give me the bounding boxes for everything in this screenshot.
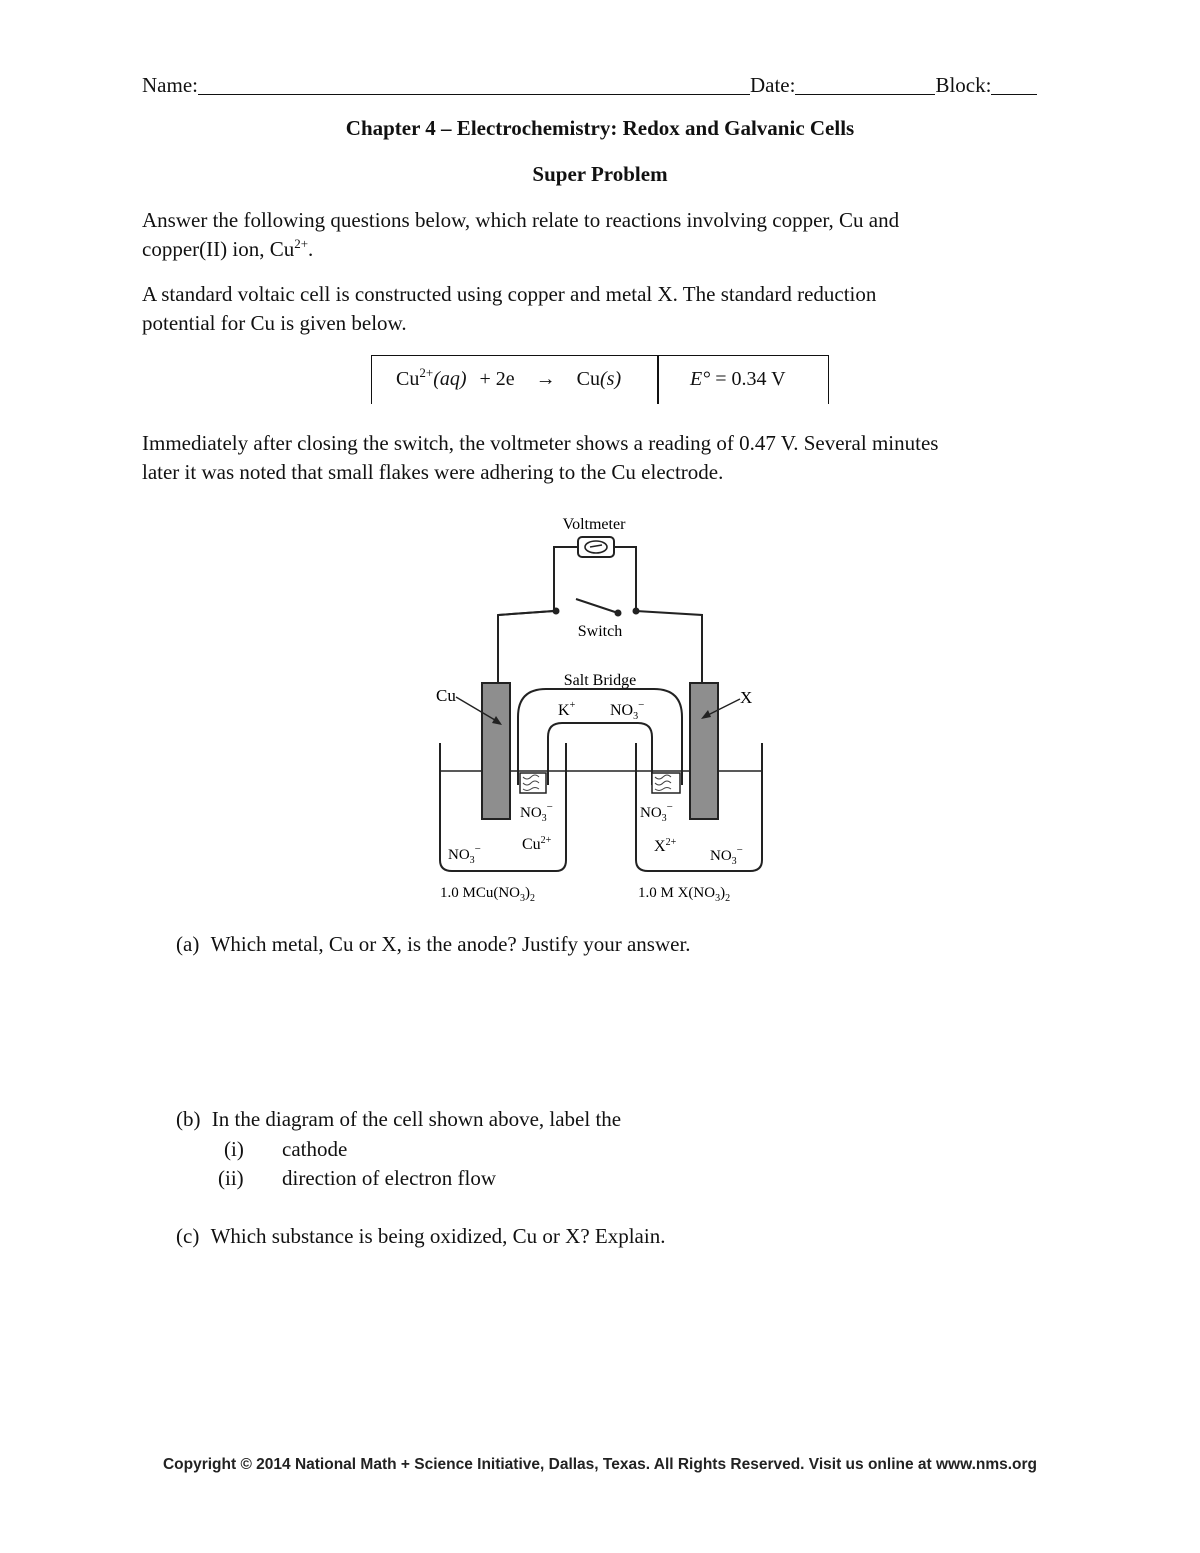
observation-paragraph xyxy=(142,429,938,487)
name-label: Name: xyxy=(142,73,198,97)
question-b-i-text: cathode xyxy=(282,1137,348,1161)
question-b-i xyxy=(224,1135,244,1164)
table-divider xyxy=(657,356,659,404)
bridge-potassium-label: K+ xyxy=(558,700,576,719)
question-b xyxy=(176,1105,621,1134)
question-c-label: (c) xyxy=(176,1224,200,1248)
reduction-equation-table xyxy=(371,355,829,404)
question-a-label: (a) xyxy=(176,932,200,956)
right-solution-label: 1.0 M $X(NO_3)_2$ xyxy=(638,885,731,904)
block-label: Block: xyxy=(935,73,992,97)
x-electrode-label: X xyxy=(740,688,753,707)
question-c-text: Which substance is being oxidized, Cu or X? Explain. xyxy=(210,1224,666,1248)
circuit-wire-left xyxy=(498,611,558,683)
right-ion-label: $X^{2+}$ xyxy=(654,837,677,855)
reaction-arrow-icon: → xyxy=(535,368,556,390)
question-b-label: (b) xyxy=(176,1107,201,1131)
date-label: Date: xyxy=(749,73,796,97)
page-title: Chapter 4 – Electrochemistry: Redox and Galvanic Cells xyxy=(345,116,855,140)
switch-label: Switch xyxy=(577,623,623,640)
name-field[interactable] xyxy=(198,74,750,95)
voltmeter-icon xyxy=(578,537,614,557)
left-ion-label: $Cu^{2+}$ xyxy=(522,835,552,853)
half-reaction: $Cu^{2+}(aq) + 2e \to Cu(s)$ xyxy=(396,365,622,390)
observation-line-1: Immediately after closing the switch, the voltmeter shows a reading of 0.47 V. Several minutes xyxy=(142,431,939,455)
left-solution-label: 1.0 $MCu(NO_3)_2$ xyxy=(440,885,536,904)
date-field[interactable] xyxy=(795,74,935,95)
header-line xyxy=(142,71,1037,100)
cell-line-2: potential for Cu is given below. xyxy=(142,311,407,335)
salt-bridge-label: Salt Bridge xyxy=(563,672,637,689)
intro-paragraph xyxy=(142,206,899,264)
observation-line-2: later it was noted that small flakes were adhering to the Cu electrode. xyxy=(142,460,724,484)
cell-paragraph xyxy=(142,280,876,338)
block-field[interactable] xyxy=(991,74,1037,95)
standard-potential: E° = 0.34 V xyxy=(690,368,786,390)
switch-lever xyxy=(576,599,618,613)
cu-electrode xyxy=(482,683,510,819)
copyright-footer: Copyright © 2014 National Math + Science Initiative, Dallas, Texas. All Rights Reserved. Visit us online at www.nms.org xyxy=(162,1456,1038,1473)
right-outer-nitrate-label: $NO_3^-$ xyxy=(710,844,743,867)
left-inner-nitrate-label: $NO_3^-$ xyxy=(520,801,553,824)
bridge-nitrate-label: $NO_3^-$ xyxy=(610,699,645,722)
voltmeter-label: Voltmeter xyxy=(562,516,626,533)
right-inner-nitrate-label: $NO_3^-$ xyxy=(640,801,673,824)
page-subtitle: Super Problem xyxy=(532,162,668,186)
question-b-i-label: (i) xyxy=(224,1137,244,1161)
x-electrode xyxy=(690,683,718,819)
question-c xyxy=(176,1222,665,1251)
question-b-text: In the diagram of the cell shown above, label the xyxy=(211,1107,622,1131)
question-b-ii-text: direction of electron flow xyxy=(282,1166,496,1190)
intro-line-2: copper(II) ion, $Cu^{2+}$. xyxy=(142,236,314,261)
cell-line-1: A standard voltaic cell is constructed using copper and metal X. The standard reduction xyxy=(142,282,877,306)
question-a-text: Which metal, Cu or X, is the anode? Justify your answer. xyxy=(210,932,691,956)
voltmeter-wire xyxy=(554,547,578,611)
circuit-wire-right xyxy=(636,611,702,683)
galvanic-cell-diagram xyxy=(420,505,780,915)
intro-line-1: Answer the following questions below, which relate to reactions involving copper, Cu and xyxy=(142,208,900,232)
left-outer-nitrate-label: $NO_3^-$ xyxy=(448,843,481,866)
cu-electrode-label: Cu xyxy=(436,686,456,705)
question-a xyxy=(176,930,691,959)
voltmeter-wire xyxy=(614,547,636,611)
question-b-ii xyxy=(218,1164,244,1193)
question-b-ii-label: (ii) xyxy=(218,1166,244,1190)
